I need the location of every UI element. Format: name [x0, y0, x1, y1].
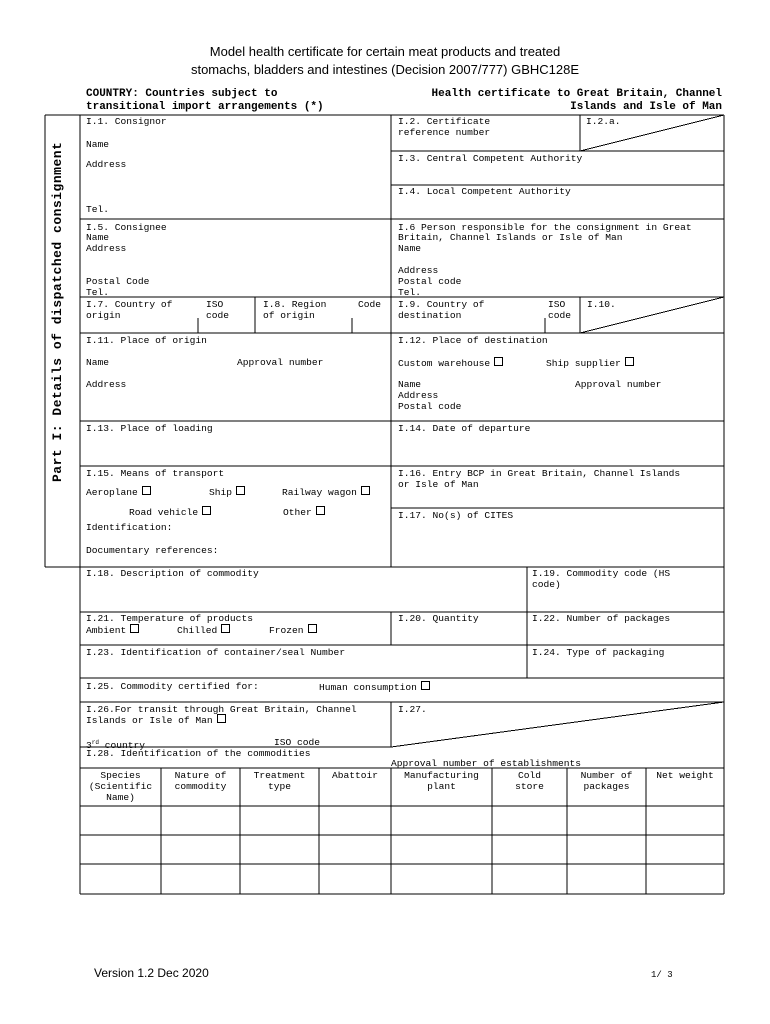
header-text: type: [267, 781, 292, 792]
table-row[interactable]: [80, 864, 724, 894]
railway-checkbox[interactable]: [361, 486, 370, 495]
header-text: commodity: [174, 781, 227, 792]
certified-for-label: I.25. Commodity certified for:: [86, 681, 259, 692]
person-responsible-label-2: Britain, Channel Islands or Isle of Man: [398, 232, 623, 243]
table-header-species: [80, 770, 161, 803]
table-header-nature: [161, 770, 240, 792]
field-i2a-label: I.2.a.: [586, 116, 621, 127]
other-transport-option: [283, 506, 325, 518]
ambient-option: [86, 624, 139, 636]
ambient-checkbox[interactable]: [130, 624, 139, 633]
person-responsible-tel-label: Tel.: [398, 287, 422, 298]
field-i27-label: I.27.: [398, 704, 427, 715]
destination-iso-code-label: code: [548, 310, 572, 321]
place-destination-name-label: Name: [398, 379, 422, 390]
aeroplane-label: Aeroplane: [86, 487, 138, 498]
human-consumption-option: [319, 681, 430, 693]
ship-supplier-checkbox[interactable]: [625, 357, 634, 366]
table-header-cold-store: [492, 770, 567, 792]
consignor-name-label: Name: [86, 139, 110, 150]
commodity-code-label-2: code): [532, 579, 561, 590]
ship-supplier-option: [546, 357, 634, 369]
certificate-ref-label-2: reference number: [398, 127, 491, 138]
local-authority-label: I.4. Local Competent Authority: [398, 186, 571, 197]
table-header-abattoir: [319, 770, 391, 781]
place-origin-approval-label: Approval number: [237, 357, 324, 368]
country-origin-label-2: origin: [86, 310, 121, 321]
header-text: Nature of: [174, 770, 227, 781]
header-text: plant: [427, 781, 456, 792]
header-text: Net weight: [656, 770, 714, 781]
place-loading-label: I.13. Place of loading: [86, 423, 213, 434]
country-heading-line-2: transitional import arrangements (*): [86, 101, 324, 113]
other-transport-label: Other: [283, 507, 312, 518]
date-departure-label: I.14. Date of departure: [398, 423, 531, 434]
frozen-checkbox[interactable]: [308, 624, 317, 633]
certificate-heading-line-1: Health certificate to Great Britain, Channel: [431, 88, 722, 100]
table-header-manufacturing: [391, 770, 492, 792]
country-destination-label-2: destination: [398, 310, 462, 321]
header-text: Manufacturing: [404, 770, 479, 781]
ship-supplier-label: Ship supplier: [546, 358, 621, 369]
transit-label-1: I.26.For transit through Great Britain, Channel: [86, 704, 357, 715]
consignor-label: I.1. Consignor: [86, 116, 167, 127]
country-destination-label-1: I.9. Country of: [398, 299, 485, 310]
place-origin-address-label: Address: [86, 379, 127, 390]
aeroplane-option: [86, 486, 151, 498]
consignee-postal-label: Postal Code: [86, 276, 150, 287]
certificate-ref-label-1: I.2. Certificate: [398, 116, 491, 127]
header-text: packages: [583, 781, 630, 792]
quantity-label: I.20. Quantity: [398, 613, 479, 624]
third-country-superscript: rd: [91, 739, 99, 746]
transit-option: [86, 714, 226, 726]
approval-establishments-label: Approval number of establishments: [391, 758, 581, 769]
header-text: Abattoir: [331, 770, 379, 781]
transit-label-2: Islands or Isle of Man: [86, 715, 213, 726]
number-packages-label: I.22. Number of packages: [532, 613, 671, 624]
means-transport-label: I.15. Means of transport: [86, 468, 225, 479]
consignee-tel-label: Tel.: [86, 287, 110, 298]
cites-label: I.17. No(s) of CITES: [398, 510, 514, 521]
container-seal-label: I.23. Identification of container/seal Number: [86, 647, 346, 658]
railway-label: Railway wagon: [282, 487, 357, 498]
place-destination-postal-label: Postal code: [398, 401, 462, 412]
header-text: Species: [100, 770, 141, 781]
custom-warehouse-label: Custom warehouse: [398, 358, 491, 369]
road-vehicle-checkbox[interactable]: [202, 506, 211, 515]
person-responsible-postal-label: Postal code: [398, 276, 462, 287]
header-text: store: [515, 781, 544, 792]
ship-option: [209, 486, 245, 498]
central-authority-label: I.3. Central Competent Authority: [398, 153, 583, 164]
person-responsible-label-1: I.6 Person responsible for the consignment in Great: [398, 222, 692, 233]
ship-label: Ship: [209, 487, 233, 498]
version-label: Version 1.2 Dec 2020: [94, 966, 209, 980]
region-origin-label-1: I.8. Region: [263, 299, 327, 310]
frozen-option: [269, 624, 317, 636]
origin-iso-label: ISO: [206, 299, 224, 310]
table-row[interactable]: [80, 835, 724, 864]
identification-label: Identification:: [86, 522, 173, 533]
road-vehicle-label: Road vehicle: [129, 507, 199, 518]
third-country-word: country: [98, 740, 146, 752]
place-destination-address-label: Address: [398, 390, 439, 401]
table-header-treatment: [240, 770, 319, 792]
entry-bcp-label-1: I.16. Entry BCP in Great Britain, Channel Islands: [398, 468, 681, 479]
field-i10-label: I.10.: [587, 299, 616, 310]
page-number: 1/ 3: [651, 970, 673, 980]
header-text: Cold: [517, 770, 542, 781]
consignee-address-label: Address: [86, 243, 127, 254]
table-header-packages: [567, 770, 646, 792]
table-header-net-weight: [646, 770, 724, 781]
ambient-label: Ambient: [86, 625, 127, 636]
chilled-label: Chilled: [177, 625, 218, 636]
place-destination-label: I.12. Place of destination: [398, 335, 548, 346]
custom-warehouse-checkbox[interactable]: [494, 357, 503, 366]
country-heading-line-1: COUNTRY: Countries subject to: [86, 88, 278, 100]
title-line-1: Model health certificate for certain meat products and treated: [209, 44, 561, 59]
ship-checkbox[interactable]: [236, 486, 245, 495]
description-commodity-label: I.18. Description of commodity: [86, 568, 259, 579]
documentary-references-label: Documentary references:: [86, 545, 219, 556]
consignee-label: I.5. Consignee: [86, 222, 167, 233]
chilled-checkbox[interactable]: [221, 624, 230, 633]
country-origin-label-1: I.7. Country of: [86, 299, 173, 310]
consignor-address-label: Address: [86, 159, 127, 170]
header-text: Number of: [580, 770, 633, 781]
place-origin-label: I.11. Place of origin: [86, 335, 207, 346]
railway-option: [282, 486, 370, 498]
transit-iso-code-label: ISO code: [274, 737, 321, 748]
place-origin-name-label: Name: [86, 357, 110, 368]
destination-iso-label: ISO: [548, 299, 566, 310]
consignee-name-label: Name: [86, 232, 110, 243]
header-text: Name): [106, 792, 135, 803]
custom-warehouse-option: [398, 357, 503, 369]
road-vehicle-option: [129, 506, 211, 518]
region-origin-label-2: of origin: [263, 310, 315, 321]
identification-commodities-label: I.28. Identification of the commodities: [86, 748, 311, 759]
origin-iso-code-label: code: [206, 310, 230, 321]
chilled-option: [177, 624, 230, 636]
header-text: Treatment: [253, 770, 306, 781]
aeroplane-checkbox[interactable]: [142, 486, 151, 495]
temperature-label: I.21. Temperature of products: [86, 613, 253, 624]
part-one-side-label: Part I: Details of dispatched consignment: [50, 141, 65, 482]
frozen-label: Frozen: [269, 625, 304, 636]
human-consumption-label: Human consumption: [319, 682, 417, 693]
place-destination-approval-label: Approval number: [575, 379, 662, 390]
region-code-label: Code: [358, 299, 382, 310]
consignor-tel-label: Tel.: [86, 204, 110, 215]
transit-checkbox[interactable]: [217, 714, 226, 723]
person-responsible-name-label: Name: [398, 243, 422, 254]
table-row[interactable]: [80, 806, 724, 835]
other-transport-checkbox[interactable]: [316, 506, 325, 515]
third-country-number: 3: [86, 740, 92, 752]
title-line-2: stomachs, bladders and intestines (Decision 2007/777) GBHC128E: [190, 62, 580, 77]
human-consumption-checkbox[interactable]: [421, 681, 430, 690]
certificate-heading-line-2: Islands and Isle of Man: [570, 101, 722, 113]
type-packaging-label: I.24. Type of packaging: [532, 647, 665, 658]
entry-bcp-label-2: or Isle of Man: [398, 479, 479, 490]
header-text: (Scientific: [88, 781, 153, 792]
commodity-code-label-1: I.19. Commodity code (HS: [532, 568, 671, 579]
person-responsible-address-label: Address: [398, 265, 439, 276]
